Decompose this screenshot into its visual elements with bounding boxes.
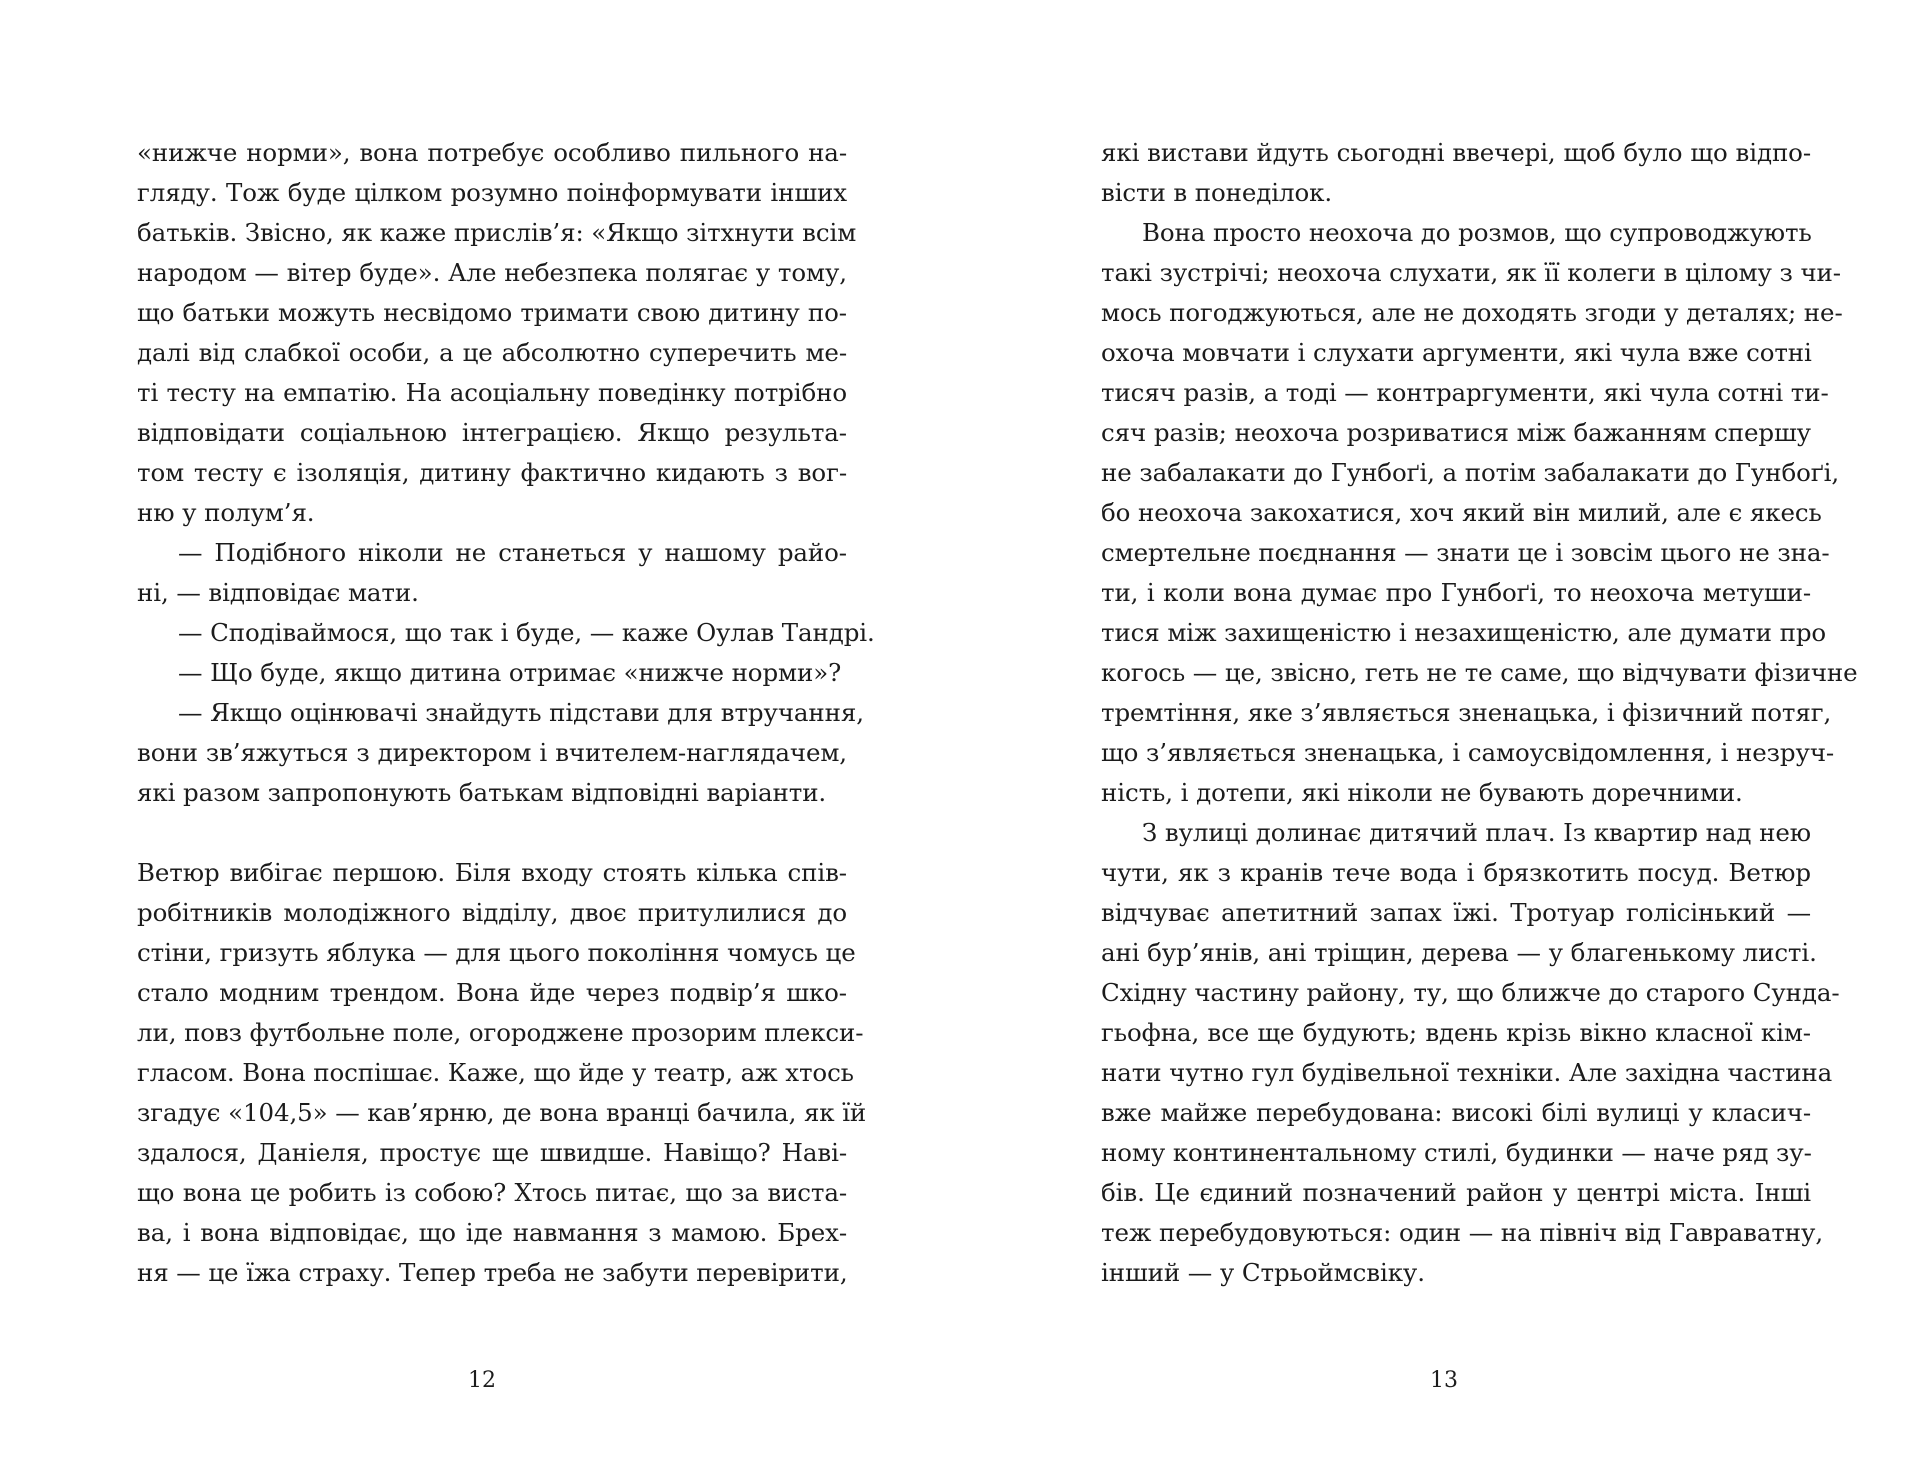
text-line: що батьки можуть несвідомо тримати свою дитину по- <box>137 298 847 327</box>
text-line: — Подібного ніколи не станеться у нашому райо- <box>178 538 847 567</box>
text-line: теж перебудовуються: один — на північ від Гавраватну, <box>1101 1218 1824 1247</box>
text-line: які вистави йдуть сьогодні ввечері, щоб було що відпо- <box>1101 138 1811 167</box>
text-line: робітників молодіжного відділу, двоє притулилися до <box>137 898 847 927</box>
text-line: вони зв’яжуться з директором і вчителем-наглядачем, <box>137 738 847 767</box>
text-line: когось — це, звісно, геть не те саме, що відчувати фізичне <box>1101 658 1858 687</box>
text-line: не забалакати до Гунбоґі, а потім забалакати до Гунбоґі, <box>1101 458 1840 487</box>
text-line: ні, — відповідає мати. <box>137 578 419 607</box>
text-line: — Що буде, якщо дитина отримає «нижче норми»? <box>178 658 842 687</box>
text-line: які разом запропонують батькам відповідні варіанти. <box>137 778 827 807</box>
text-line: інший — у Стрьоймсвіку. <box>1101 1258 1425 1287</box>
text-line: такі зустрічі; неохоча слухати, як її колеги в цілому з чи- <box>1101 258 1841 287</box>
text-line: гляду. Тож буде цілком розумно поінформувати інших <box>137 178 847 207</box>
text-line: ти, і коли вона думає про Гунбоґі, то неохоча метуши- <box>1101 578 1811 607</box>
text-line: вже майже перебудована: високі білі вулиці у класич- <box>1101 1098 1811 1127</box>
text-line: що вона це робить із собою? Хтось питає, що за виста- <box>137 1178 847 1207</box>
text-line: ню у полум’я. <box>137 498 315 527</box>
text-line: бо неохоча закохатися, хоч який він милий, але є якесь <box>1101 498 1822 527</box>
page-number-left: 12 <box>468 1368 496 1393</box>
right-page <box>960 0 1920 1477</box>
text-line: охоча мовчати і слухати аргументи, які чула вже сотні <box>1101 338 1812 367</box>
text-line: нати чутно гул будівельної техніки. Але західна частина <box>1101 1058 1833 1087</box>
text-line: мось погоджуються, але не доходять згоди у деталях; не- <box>1101 298 1843 327</box>
text-line: вісти в понеділок. <box>1101 178 1333 207</box>
text-line: чути, як з кранів тече вода і брязкотить посуд. Ветюр <box>1101 858 1811 887</box>
text-line: Ветюр вибігає першою. Біля входу стоять кілька спів- <box>137 858 847 887</box>
text-line: ність, і дотепи, які ніколи не бувають доречними. <box>1101 778 1743 807</box>
text-line: тисяч разів, а тоді — контраргументи, які чула сотні ти- <box>1101 378 1829 407</box>
text-line: бів. Це єдиний позначений район у центрі міста. Інші <box>1101 1178 1811 1207</box>
text-line: ня — це їжа страху. Тепер треба не забути перевірити, <box>137 1258 848 1287</box>
text-line: сяч разів; неохоча розриватися між бажанням спершу <box>1101 418 1811 447</box>
text-line: ані бур’янів, ані тріщин, дерева — у благенькому листі. <box>1101 938 1817 967</box>
right-page-body-text <box>1101 133 1858 1293</box>
text-line: тремтіння, яке з’являється зненацька, і фізичний потяг, <box>1101 698 1832 727</box>
text-line: згадує «104,5» — кав’ярню, де вона вранці бачила, як їй <box>137 1098 867 1127</box>
text-line: гласом. Вона поспішає. Каже, що йде у театр, аж хтось <box>137 1058 854 1087</box>
text-line: ли, повз футбольне поле, огороджене прозорим плекси- <box>137 1018 864 1047</box>
text-line: ва, і вона відповідає, що іде навмання з мамою. Брех- <box>137 1218 847 1247</box>
text-line: ному континентальному стилі, будинки — наче ряд зу- <box>1101 1138 1812 1167</box>
paragraph-break <box>137 813 847 853</box>
text-line: народом — вітер буде». Але небезпека полягає у тому, <box>137 258 847 287</box>
text-line: — Сподіваймося, що так і буде, — каже Оулав Тандрі. <box>178 618 875 647</box>
text-line: що з’являється зненацька, і самоусвідомлення, і незруч- <box>1101 738 1835 767</box>
text-line: «нижче норми», вона потребує особливо пильного на- <box>137 138 847 167</box>
text-line: Східну частину району, ту, що ближче до старого Сунда- <box>1101 978 1840 1007</box>
text-line: відчуває апетитний запах їжі. Тротуар голісінький — <box>1101 898 1811 927</box>
page-number-right: 13 <box>1430 1368 1458 1393</box>
left-page-body-text <box>137 133 875 1293</box>
text-line: смертельне поєднання — знати це і зовсім цього не зна- <box>1101 538 1830 567</box>
text-line: стіни, гризуть яблука — для цього покоління чомусь це <box>137 938 856 967</box>
text-line: Вона просто неохоча до розмов, що супроводжують <box>1142 218 1812 247</box>
text-line: здалося, Даніеля, простує ще швидше. Навіщо? Наві- <box>137 1138 847 1167</box>
text-line: стало модним трендом. Вона йде через подвір’я шко- <box>137 978 847 1007</box>
text-line: — Якщо оцінювачі знайдуть підстави для втручання, <box>178 698 864 727</box>
text-line: З вулиці долинає дитячий плач. Із квартир над нею <box>1142 818 1811 847</box>
text-line: відповідати соціальною інтеграцією. Якщо результа- <box>137 418 847 447</box>
text-line: ті тесту на емпатію. На асоціальну поведінку потрібно <box>137 378 847 407</box>
text-line: далі від слабкої особи, а це абсолютно суперечить ме- <box>137 338 847 367</box>
text-line: тися між захищеністю і незахищеністю, але думати про <box>1101 618 1827 647</box>
text-line: батьків. Звісно, як каже прислів’я: «Якщо зітхнути всім <box>137 218 857 247</box>
text-line: том тесту є ізоляція, дитину фактично кидають з вог- <box>137 458 847 487</box>
text-line: гьофна, все ще будують; вдень крізь вікно класної кім- <box>1101 1018 1811 1047</box>
